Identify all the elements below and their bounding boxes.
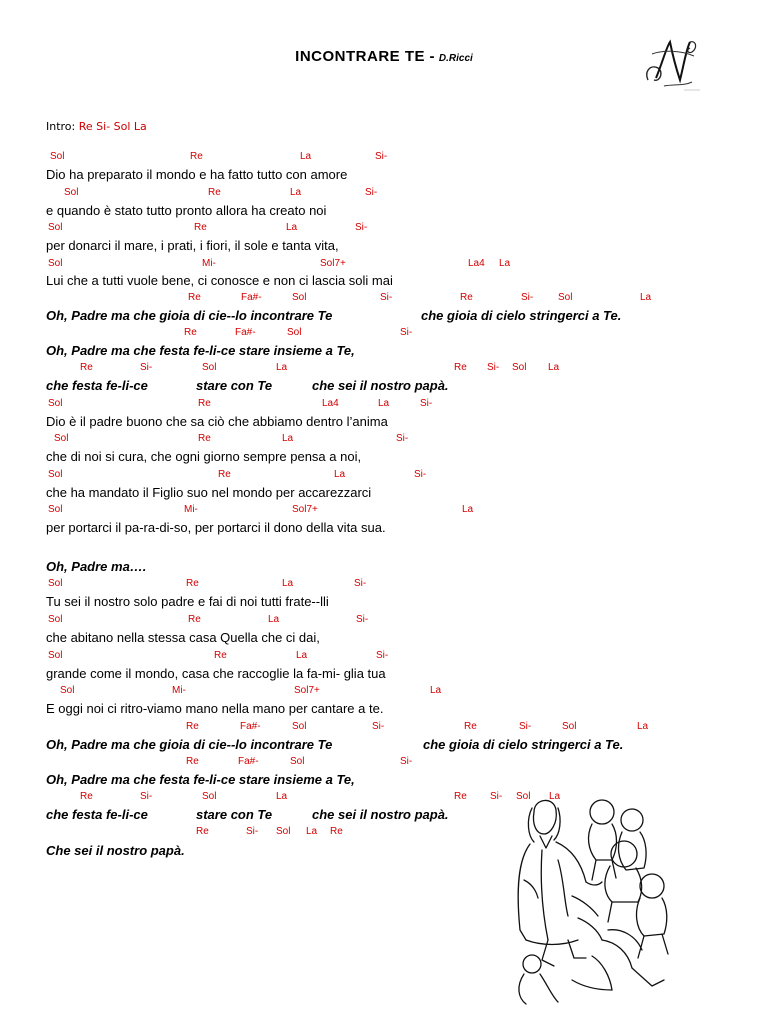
lyric-row	[0, 520, 768, 538]
lyric-text: che gioia di cielo stringerci a Te.	[423, 737, 624, 752]
chord-label: Si-	[519, 721, 532, 732]
chord-label: Re	[186, 756, 199, 767]
chord-label: Sol	[516, 791, 531, 802]
lyric-text: che di noi si cura, che ogni giorno sempre pensa a noi,	[46, 449, 362, 464]
chord-label: Si-	[354, 578, 367, 589]
chord-label: Sol	[50, 151, 65, 162]
chord-label: Re	[218, 469, 231, 480]
chord-label: La	[286, 222, 298, 233]
chord-label: Si-	[400, 327, 413, 338]
chord-label: Re	[80, 362, 93, 373]
chord-label: Sol7+	[320, 258, 346, 269]
lyric-text: E oggi noi ci ritro-viamo mano nella mano per cantare a te.	[46, 701, 384, 716]
lyric-text: Oh, Padre ma che festa fe-li-ce stare insieme a Te,	[46, 343, 355, 358]
chord-label: Si-	[355, 222, 368, 233]
chord-label: Re	[198, 433, 211, 444]
chord-label: Sol	[48, 258, 63, 269]
intro-line	[46, 120, 147, 133]
chord-label: Si-	[487, 362, 500, 373]
lyric-row	[0, 238, 768, 256]
chord-label: Si-	[396, 433, 409, 444]
lyric-text: che abitano nella stessa casa Quella che ci dai,	[46, 630, 320, 645]
chord-label: Si-	[372, 721, 385, 732]
chord-label: La	[282, 433, 294, 444]
chord-label: Re	[188, 292, 201, 303]
chord-label: Sol	[48, 222, 63, 233]
chord-label: Re	[184, 327, 197, 338]
song-title: INCONTRARE TE	[295, 48, 426, 65]
lyric-row	[0, 273, 768, 291]
lyric-text: Tu sei il nostro solo padre e fai di noi tutti frate--lli	[46, 594, 329, 609]
chord-label: La	[290, 187, 302, 198]
lyric-text: stare con Te	[196, 807, 273, 822]
chord-label: Re	[186, 578, 199, 589]
chord-label: Sol	[287, 327, 302, 338]
chord-label: La	[268, 614, 280, 625]
title-separator: -	[429, 48, 435, 65]
chord-label: Fa#-	[235, 327, 256, 338]
chord-label: Re	[454, 791, 467, 802]
chord-label: Sol	[202, 362, 217, 373]
lyric-text: Oh, Padre ma che gioia di cie--lo incontrare Te	[46, 737, 333, 752]
chord-label: Sol	[558, 292, 573, 303]
lyric-row	[0, 167, 768, 185]
lyric-row	[0, 559, 768, 577]
lyric-row	[0, 666, 768, 684]
chord-label: La4	[468, 258, 485, 269]
lyric-text: Oh, Padre ma che festa fe-li-ce stare insieme a Te,	[46, 772, 355, 787]
chord-label: Re	[460, 292, 473, 303]
chord-label: Re	[190, 151, 203, 162]
lyric-row	[0, 308, 768, 326]
chord-label: Si-	[140, 362, 153, 373]
lyric-text: e quando è stato tutto pronto allora ha creato noi	[46, 203, 327, 218]
chord-label: La	[334, 469, 346, 480]
chord-label: Re	[464, 721, 477, 732]
chord-label: Sol	[48, 398, 63, 409]
chord-label: La	[300, 151, 312, 162]
chord-label: Si-	[420, 398, 433, 409]
lyric-text: che gioia di cielo stringerci a Te.	[421, 308, 622, 323]
lyric-text: stare con Te	[196, 378, 273, 393]
chord-label: Si-	[375, 151, 388, 162]
lyric-text: Che sei il nostro papà.	[46, 843, 185, 858]
intro-chords: Re Si- Sol La	[78, 120, 147, 133]
lyric-row	[0, 701, 768, 719]
chord-label: Re	[208, 187, 221, 198]
lyric-row	[0, 414, 768, 432]
lyric-text: per donarci il mare, i prati, i fiori, il sole e tanta vita,	[46, 238, 339, 253]
chord-label: Sol	[60, 685, 75, 696]
chord-label: Si-	[521, 292, 534, 303]
chord-label: La	[640, 292, 652, 303]
lyric-row	[0, 203, 768, 221]
chord-label: Fa#-	[241, 292, 262, 303]
chord-label: La	[462, 504, 474, 515]
chord-label: Mi-	[184, 504, 198, 515]
chord-label: Sol	[562, 721, 577, 732]
chord-label: Fa#-	[238, 756, 259, 767]
chord-label: Sol	[276, 826, 291, 837]
chord-label: Re	[194, 222, 207, 233]
chord-label: Si-	[365, 187, 378, 198]
lyric-text: per portarci il pa-ra-di-so, per portarci il dono della vita sua.	[46, 520, 386, 535]
lyric-row	[0, 485, 768, 503]
chord-label: Sol	[48, 469, 63, 480]
chord-label: Sol	[48, 504, 63, 515]
chord-label: Sol	[290, 756, 305, 767]
chord-label: La	[276, 362, 288, 373]
chord-label: Sol	[202, 791, 217, 802]
lyric-text: Dio è il padre buono che sa ciò che abbiamo dentro l’anima	[46, 414, 388, 429]
chord-label: Sol	[512, 362, 527, 373]
lyric-text: Dio ha preparato il mondo e ha fatto tutto con amore	[46, 167, 348, 182]
lyric-row	[0, 630, 768, 648]
chord-label: La	[296, 650, 308, 661]
chord-label: Si-	[246, 826, 259, 837]
chord-label: La	[276, 791, 288, 802]
chord-label: Si-	[380, 292, 393, 303]
chord-label: Re	[186, 721, 199, 732]
chord-label: Fa#-	[240, 721, 261, 732]
chord-label: Si-	[356, 614, 369, 625]
chord-label: Sol	[54, 433, 69, 444]
chord-label: Si-	[376, 650, 389, 661]
chord-label: Re	[454, 362, 467, 373]
lyric-row	[0, 594, 768, 612]
chord-label: Si-	[490, 791, 503, 802]
song-author: D.Ricci	[438, 53, 473, 64]
chord-label: Sol	[64, 187, 79, 198]
lyric-text: Oh, Padre ma….	[46, 559, 147, 574]
chord-label: Re	[198, 398, 211, 409]
lyric-text: che festa fe-li-ce	[46, 807, 148, 822]
lyric-text: che sei il nostro papà.	[312, 378, 449, 393]
jesus-with-children-illustration	[512, 790, 672, 1006]
chord-label: La	[306, 826, 318, 837]
lyric-text: Oh, Padre ma che gioia di cie--lo incontrare Te	[46, 308, 333, 323]
lyric-text: Lui che a tutti vuole bene, ci conosce e non ci lascia soli mai	[46, 273, 393, 288]
chord-label: Re	[196, 826, 209, 837]
chord-label: Mi-	[202, 258, 216, 269]
chord-label: Re	[80, 791, 93, 802]
chord-label: Re	[188, 614, 201, 625]
chord-label: Re	[214, 650, 227, 661]
chord-label: La4	[322, 398, 339, 409]
chord-label: Si-	[414, 469, 427, 480]
chord-label: Sol	[292, 292, 307, 303]
chord-label: La	[499, 258, 511, 269]
lyric-row	[0, 449, 768, 467]
chord-label: Re	[330, 826, 343, 837]
lyric-text: che festa fe-li-ce	[46, 378, 148, 393]
chord-label: Si-	[140, 791, 153, 802]
chord-label: Mi-	[172, 685, 186, 696]
lyric-text: che sei il nostro papà.	[312, 807, 449, 822]
intro-label: Intro:	[46, 120, 76, 133]
chord-label: Sol7+	[294, 685, 320, 696]
lyric-text: grande come il mondo, casa che raccoglie la fa-mi- glia tua	[46, 666, 386, 681]
chord-label: La	[549, 791, 561, 802]
lyric-row	[0, 772, 768, 790]
chord-label: Sol	[48, 650, 63, 661]
chord-label: Sol	[48, 614, 63, 625]
chord-label: Sol	[292, 721, 307, 732]
chord-label: La	[430, 685, 442, 696]
chord-label: Si-	[400, 756, 413, 767]
chord-label: La	[282, 578, 294, 589]
chord-label: La	[378, 398, 390, 409]
chord-label: La	[637, 721, 649, 732]
lyric-row	[0, 343, 768, 361]
chord-label: La	[548, 362, 560, 373]
lyric-row	[0, 737, 768, 755]
chord-label: Sol7+	[292, 504, 318, 515]
lyric-text: che ha mandato il Figlio suo nel mondo per accarezzarci	[46, 485, 372, 500]
monogram-logo-icon	[640, 34, 702, 94]
chord-label: Sol	[48, 578, 63, 589]
lyric-row	[0, 378, 768, 396]
